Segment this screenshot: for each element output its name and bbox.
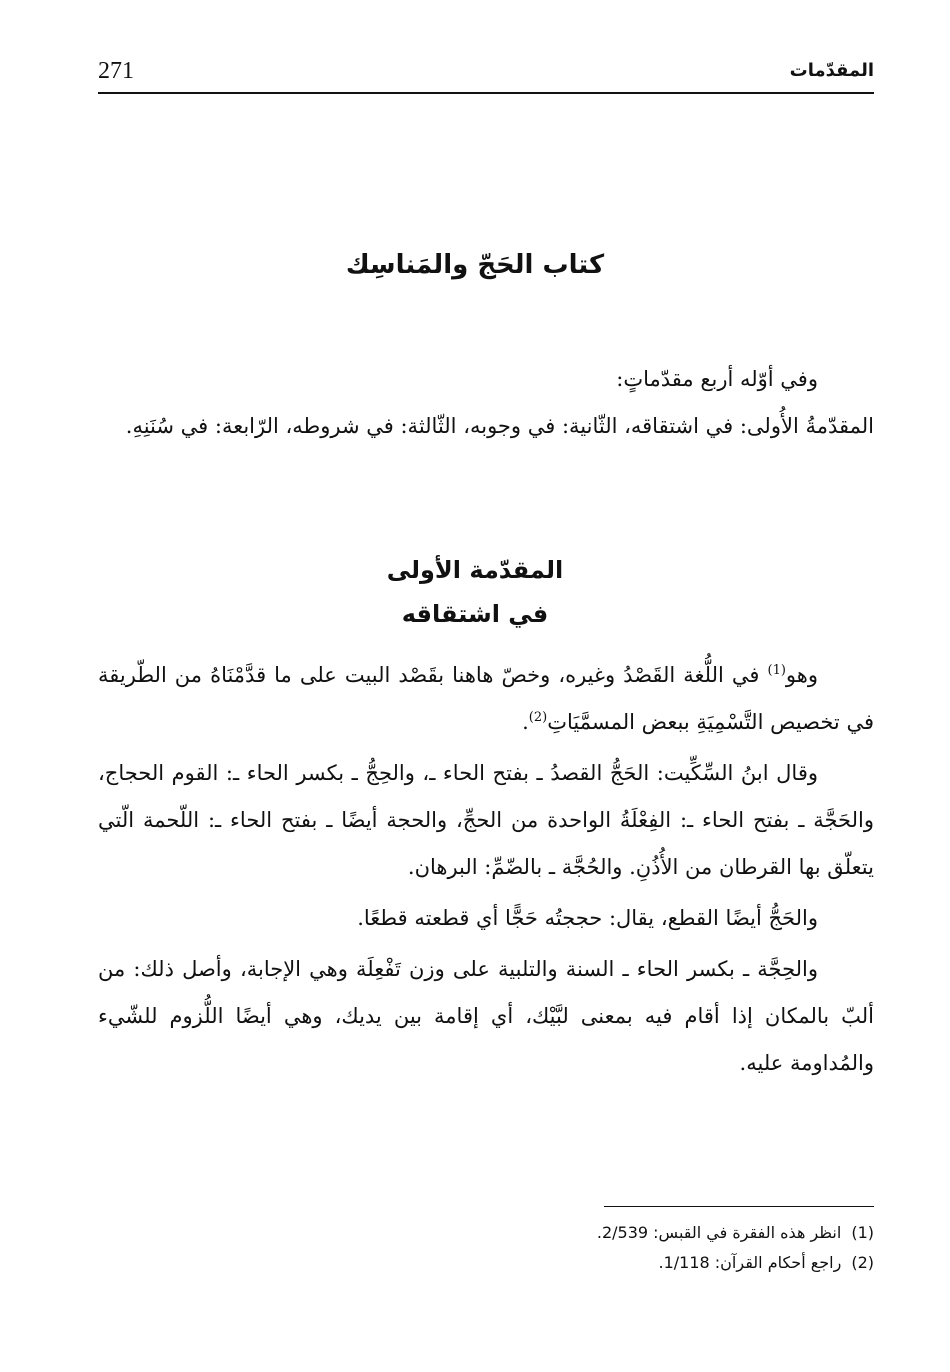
running-head: المقدّمات xyxy=(789,60,874,81)
intro-line-1: وفي أوّله أربع مقدّماتٍ: xyxy=(616,367,818,391)
section-heading: المقدّمة الأولى xyxy=(386,556,564,584)
intro-block xyxy=(98,356,874,450)
paragraph-1-end: . xyxy=(522,710,529,734)
page-header xyxy=(98,52,874,94)
footnote-2-number: (2) xyxy=(851,1253,874,1272)
section-subheading: في اشتقاقه xyxy=(401,600,549,628)
paragraph-4: والحِجَّة ـ بكسر الحاء ـ السنة والتلبية على وزن تَفْعِلَة وهي الإجابة، وأصل ذلك: من ألبّ بالمكان إذا أقام فيه بمعنى لبَّيْك، أي إقامة بين يديك، وهي أيضًا اللُّزوم للشّيء والمُداومة عليه. xyxy=(98,957,874,1075)
footnote-2 xyxy=(98,1248,874,1278)
footnote-divider xyxy=(604,1206,874,1207)
footnotes xyxy=(98,1218,874,1278)
footnote-ref-1: (1) xyxy=(767,663,786,678)
intro-line-2: المقدّمةُ الأُولى: في اشتقاقه، الثّانية: في وجوبه، الثّالثة: في شروطه، الرّابعة: في سُنَنِهِ. xyxy=(125,414,874,438)
footnote-1-number: (1) xyxy=(851,1223,874,1242)
book-title: كتاب الحَجّ والمَناسِك xyxy=(345,250,605,280)
footnote-1 xyxy=(98,1218,874,1248)
paragraph-1-middle: في اللُّغة القَصْدُ وغيره، وخصّ هاهنا بقَصْد البيت على ما قدَّمْنَاهُ من الطّريقة في تخصيص التَّسْمِيَةِ ببعض المسمَّيَاتِ xyxy=(98,663,874,734)
paragraph-2: وقال ابنُ السِّكِّيت: الحَجُّ القصدُ ـ بفتح الحاء ـ، والحِجُّ ـ بكسر الحاء ـ: القوم الحجاج، والحَجَّة ـ بفتح الحاء ـ: الفِعْلَةُ الواحدة من الحجِّ، والحجة أيضًا ـ بفتح الحاء ـ: اللّحمة الّتي يتعلّق بها القرطان من الأُذُنِ. والحُجَّة ـ بالضّمِّ: البرهان. xyxy=(98,761,874,879)
footnote-ref-2: (2) xyxy=(528,710,548,725)
paragraph-1-start: وهو xyxy=(785,663,818,687)
paragraph-3: والحَجُّ أيضًا القطع، يقال: حججتُه حَجًّا أي قطعته قطعًا. xyxy=(357,906,818,930)
footnote-2-text: راجع أحكام القرآن: 1/118. xyxy=(658,1253,842,1272)
page-number: 271 xyxy=(98,58,134,84)
paragraph-1 xyxy=(98,652,874,746)
footnote-1-text: انظر هذه الفقرة في القبس: 2/539. xyxy=(596,1223,842,1242)
body-text xyxy=(98,652,874,1087)
